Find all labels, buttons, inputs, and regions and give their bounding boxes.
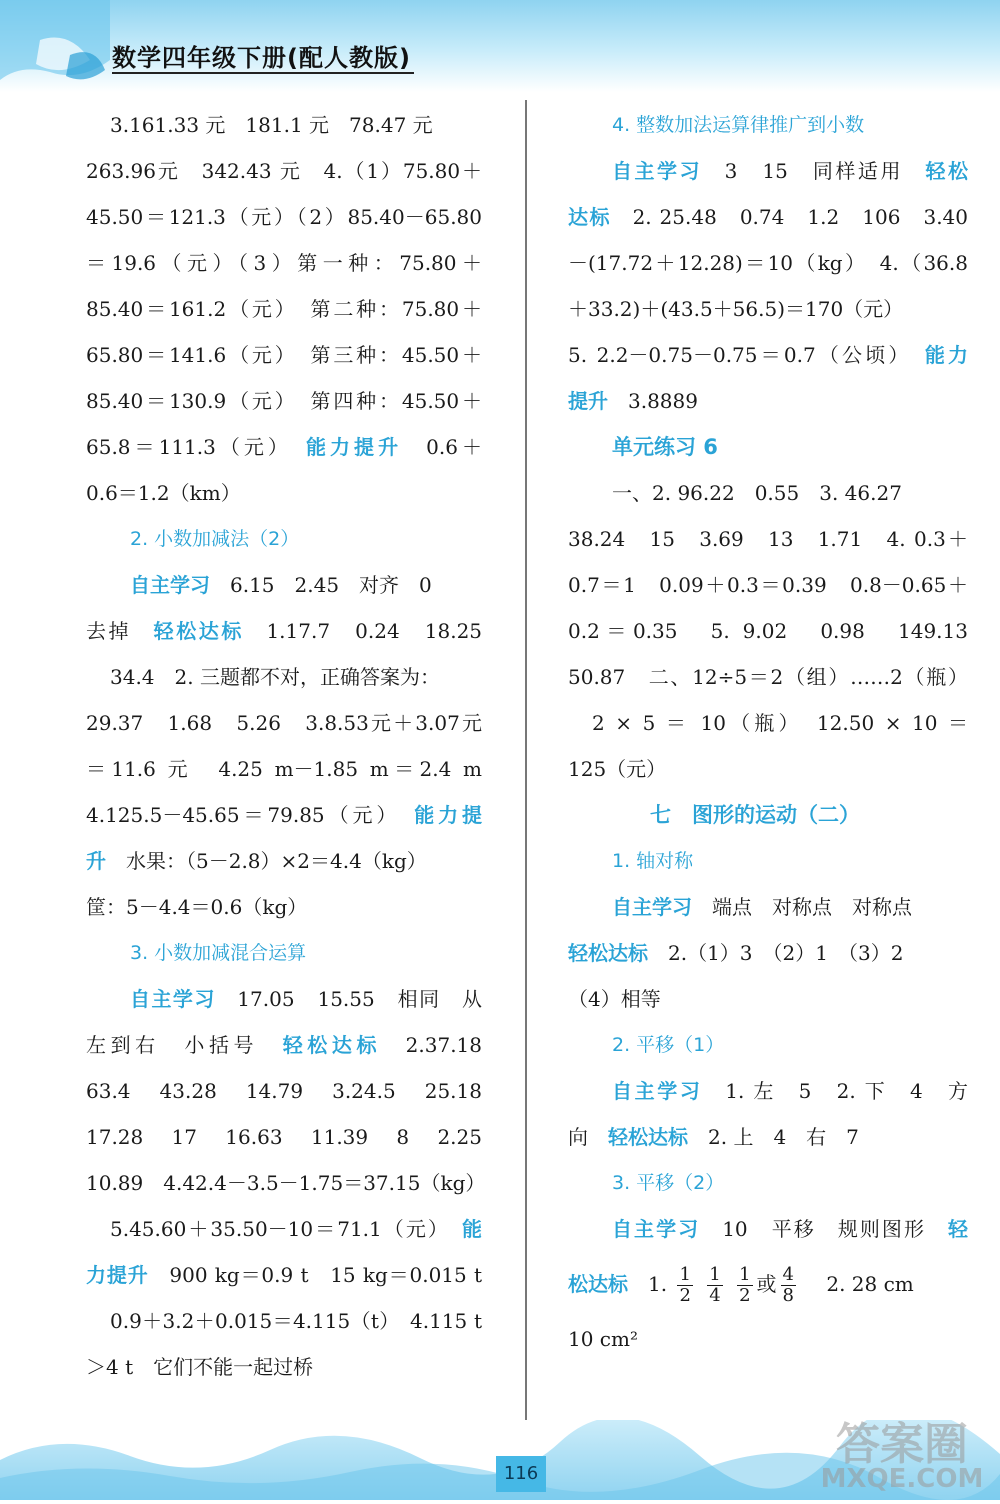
text-line: 85.40＝130.9（元） 第四种：45.50＋: [86, 389, 482, 413]
left-column: [86, 102, 486, 1390]
text-line: [86, 792, 482, 838]
answer-text: 2. 上 4 右 7: [708, 1125, 859, 1149]
text-line: 63.4 43.28 14.79 3.24.5 25.18: [86, 1079, 482, 1103]
label-self-study: 自主学习: [612, 159, 703, 183]
fraction: [781, 1265, 796, 1306]
text-line: 筐：5－4.4＝0.6（kg）: [86, 895, 308, 919]
label-easy-pass-cont: 达标: [568, 205, 612, 229]
fraction-denominator: 8: [782, 1285, 794, 1306]
answer-text: 水果：（5－2.8）×2＝4.4（kg）: [126, 849, 427, 873]
page-header-title: 数学四年级下册(配人教版): [112, 44, 411, 72]
text-line: ＋33.2)＋(43.5＋56.5)＝170（元）: [568, 297, 904, 321]
text-line: [86, 608, 482, 654]
text-line: 0.2＝0.35 5. 9.02 0.98 149.13: [568, 619, 968, 643]
label-self-study: 自主学习: [612, 1079, 703, 1103]
answer-text: 3.8889: [628, 389, 698, 413]
section-title: 3. 平移（2）: [612, 1172, 725, 1194]
text-line: 125（元）: [568, 757, 667, 781]
label-ability-up: 能力: [924, 343, 968, 367]
text-line: 34.4 2. 三题都不对，正确答案为：: [110, 665, 440, 689]
answer-text: 1.17.7 0.24 18.25: [266, 619, 483, 643]
section-title: 3. 小数加减混合运算: [130, 942, 307, 964]
label-easy-pass: 轻松: [925, 159, 969, 183]
watermark-logo: [812, 1408, 992, 1498]
text-line: [86, 976, 482, 1022]
label-easy-pass: 轻松达标: [282, 1033, 382, 1057]
answer-text: 2.（1）3 （2）1 （3）2: [668, 941, 904, 965]
text-line: [568, 1252, 968, 1316]
text-line: [568, 332, 968, 378]
text-line: 0.9＋3.2＋0.015＝4.115（t） 4.115 t: [110, 1309, 482, 1333]
label-ability-up: 能力提升: [306, 435, 403, 459]
answer-text: 去掉: [86, 619, 132, 643]
label-ability-up-cont: 力提升: [86, 1263, 149, 1287]
answer-text: 65.8＝111.3（元）: [86, 435, 282, 459]
text-line: [568, 194, 968, 240]
fraction-numerator: 1: [709, 1264, 721, 1285]
text-line: 38.24 15 3.69 13 1.71 4. 0.3＋: [568, 527, 968, 551]
section-title: 2. 平移（1）: [612, 1034, 725, 1056]
watermark-text: 答案圈: [836, 1419, 968, 1470]
label-self-study: 自主学习: [612, 1217, 701, 1241]
section-title: 4. 整数加法运算律推广到小数: [612, 114, 865, 136]
text-line: [86, 838, 482, 884]
label-easy-pass: 轻松达标: [608, 1125, 688, 1149]
fraction-denominator: 4: [709, 1285, 721, 1306]
answer-text: 5.45.60＋35.50－10＝71.1（元）: [110, 1217, 440, 1241]
text-line: 一、2. 96.22 0.55 3. 46.27: [612, 481, 902, 505]
answer-text: 17.05 15.55 相同 从: [237, 987, 483, 1011]
answer-text: 左到右 小括号: [86, 1033, 259, 1057]
text-line: 29.37 1.68 5.26 3.8.53元＋3.07元: [86, 711, 482, 735]
label-ability-up: 能: [462, 1217, 482, 1241]
text-line: 50.87 二、12÷5＝2（组）……2（瓶）: [568, 665, 968, 689]
text-line: （4）相等: [568, 987, 661, 1011]
fraction: [677, 1265, 692, 1306]
text-line: [568, 1068, 968, 1114]
text-line: [86, 1022, 482, 1068]
label-self-study: 自主学习: [612, 895, 692, 919]
answer-text: 2. 25.48 0.74 1.2 106 3.40: [632, 205, 969, 229]
page-number: 116: [496, 1456, 546, 1492]
text-line: [568, 378, 968, 424]
text-line: [568, 884, 968, 930]
section-title: 单元练习 6: [612, 435, 718, 459]
text-line: 45.50＝121.3（元）（2）85.40－65.80: [86, 205, 482, 229]
answer-text: 1.: [648, 1272, 668, 1296]
label-ability-up: 能力提: [414, 803, 482, 827]
text-line: ＝19.6（元）（3）第一种：75.80＋: [86, 251, 482, 275]
fraction-numerator: 1: [739, 1264, 751, 1285]
right-column: [568, 102, 968, 1362]
fraction-numerator: 4: [782, 1264, 794, 1285]
text-line: 65.80＝141.6（元） 第三种：45.50＋: [86, 343, 482, 367]
text-line: ＝11.6 元 4.25 m－1.85 m＝2.4 m: [86, 757, 482, 781]
answer-text: 2. 28 cm: [826, 1272, 914, 1296]
text-line: ＞4 t 它们不能一起过桥: [86, 1355, 314, 1379]
text-line: [568, 148, 968, 194]
watermark-url: MXQE.COM: [820, 1464, 984, 1494]
label-easy-pass: 轻: [948, 1217, 969, 1241]
label-easy-pass: 轻松达标: [153, 619, 244, 643]
text-line: 85.40＝161.2（元） 第二种：75.80＋: [86, 297, 482, 321]
answer-text: 向: [568, 1125, 588, 1149]
answer-text: 3 15 同样适用: [724, 159, 903, 183]
text-line: [86, 1206, 482, 1252]
text-line: 0.6＝1.2（km）: [86, 481, 241, 505]
answer-text: 端点 对称点 对称点: [712, 895, 912, 919]
text-line: [86, 562, 482, 608]
text-line: 2 × 5 ＝ 10（瓶） 12.50 × 10 ＝: [592, 711, 968, 735]
text-line: [86, 424, 482, 470]
label-self-study: 自主学习: [130, 573, 210, 597]
text-line: 17.28 17 16.63 11.39 8 2.25: [86, 1125, 482, 1149]
text-line: 263.96元 342.43 元 4.（1）75.80＋: [86, 159, 482, 183]
text-line: 0.7＝1 0.09＋0.3＝0.39 0.8－0.65＋: [568, 573, 968, 597]
header-underline: [112, 72, 414, 74]
answer-text: 900 kg＝0.9 t 15 kg＝0.015 t: [169, 1263, 482, 1287]
answer-text: 6.15 2.45 对齐 0: [230, 573, 432, 597]
answer-text: 2.37.18: [405, 1033, 483, 1057]
text-line: [568, 1114, 968, 1160]
fraction-denominator: 2: [739, 1285, 751, 1306]
text-line: [568, 1206, 968, 1252]
answer-text: 5. 2.2－0.75－0.75＝0.7（公顷）: [568, 343, 902, 367]
answer-text: 1. 左 5 2. 下 4 方: [725, 1079, 969, 1103]
or-text: 或: [756, 1272, 777, 1296]
fraction: [707, 1265, 722, 1306]
answer-text: 10 平移 规则图形: [722, 1217, 926, 1241]
column-divider: [525, 100, 527, 1420]
label-ability-up-cont: 提升: [568, 389, 608, 413]
label-self-study: 自主学习: [130, 987, 216, 1011]
text-line: －(17.72＋12.28)＝10（kg） 4.（36.8: [568, 251, 968, 275]
label-easy-pass-cont: 松达标: [568, 1272, 628, 1296]
text-line: 3.161.33 元 181.1 元 78.47 元: [110, 113, 433, 137]
label-ability-up-cont: 升: [86, 849, 106, 873]
section-title: 1. 轴对称: [612, 850, 694, 872]
text-line: [86, 1252, 482, 1298]
label-easy-pass: 轻松达标: [568, 941, 648, 965]
text-line: [568, 930, 968, 976]
text-line: 10 cm²: [568, 1327, 638, 1351]
section-title: 2. 小数加减法（2）: [130, 528, 300, 550]
answer-text: 0.6＋: [426, 435, 482, 459]
answer-text: 4.125.5－45.65＝79.85（元）: [86, 803, 391, 827]
fraction-numerator: 1: [679, 1264, 691, 1285]
fraction-denominator: 2: [679, 1285, 691, 1306]
chapter-title: 七 图形的运动（二）: [650, 803, 860, 827]
text-line: 10.89 4.42.4－3.5－1.75＝37.15（kg）: [86, 1171, 486, 1195]
fraction: [737, 1265, 752, 1306]
